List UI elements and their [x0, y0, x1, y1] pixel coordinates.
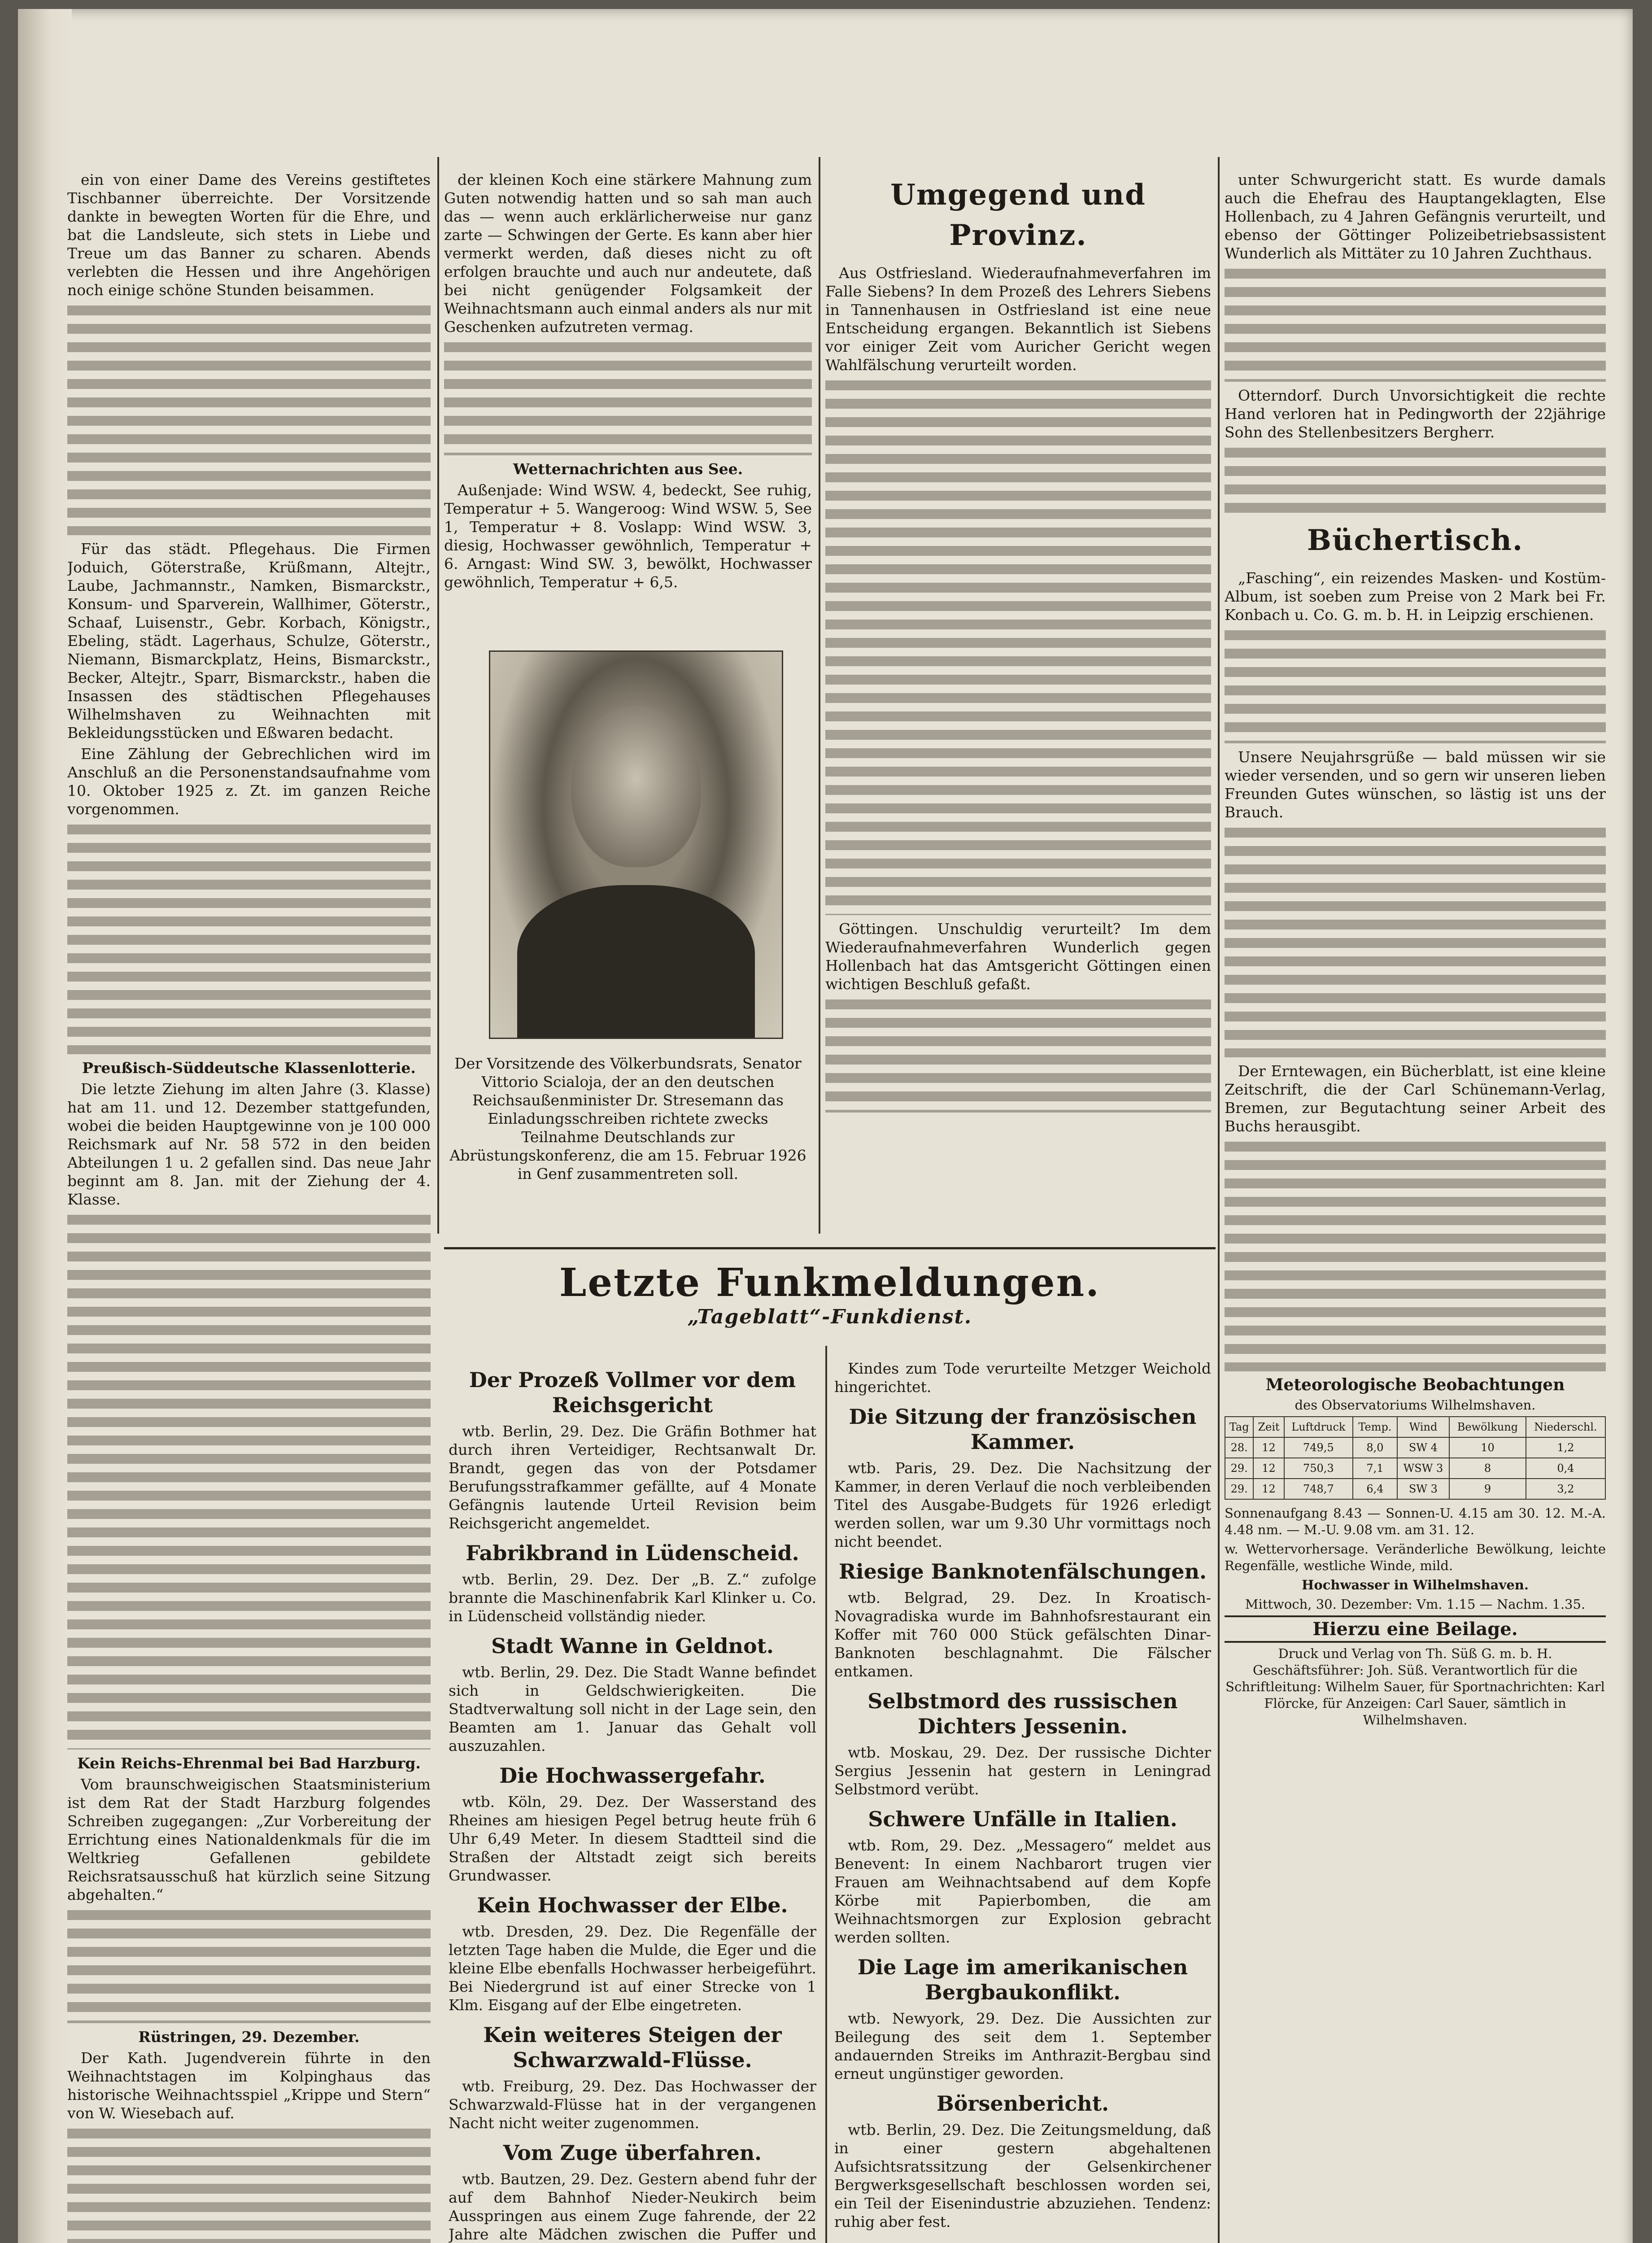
article-text: Der Erntewagen, ein Bücherblatt, ist eine kleine Zeitschrift, die der Carl Schünemann-Verlag, Bremen, zur Begutachtung seiner Arbeit des Buchs herausgibt. — [1225, 1062, 1606, 1135]
article-text: unter Schwurgericht statt. Es wurde damals auch die Ehefrau des Hauptangeklagten, Else Hollenbach, zu 4 Jahren Gefängnis verurteilt, und ebenso der Göttinger Polizeibetriebsassistent Wunderlich als Mittäter zu 10 Jahren Zuchthaus. — [1225, 171, 1606, 262]
column-rule — [825, 1346, 827, 2243]
table-row — [1225, 1479, 1605, 1499]
text-block — [825, 377, 1211, 915]
section-title: Umgegend und Provinz. — [890, 178, 1146, 252]
article-text: Außenjade: Wind WSW. 4, bedeckt, See ruhig, Temperatur + 5. Wangeroog: Wind WSW. 5, See 1, Temperatur + 8. Voslapp: Wind WSW. 3, diesig, Hochwasser gewöhnlich, Temperatur + 6. Arngast: Wind SW. 3, bewölkt, Hochwasser gewöhnlich, Temperatur + 6,5. — [444, 481, 812, 591]
text-block — [1225, 824, 1606, 1057]
article-text: der kleinen Koch eine stärkere Mahnung zum Guten notwendig hatten und so sah man auch das — wenn auch erklärlicherweise nur ganz zarte — Schwingen der Gerte. Es kann aber hier vermerkt werden, daß dieses nicht zu oft erfolgen brauchte und auch nur andeutete, daß bei nicht genügender Folgsamkeit der Weihnachtsmann auch einmal anders als nur mit Geschenken aufzutreten vermag. — [444, 171, 812, 336]
text-block — [1225, 444, 1606, 516]
news-text: wtb. Berlin, 29. Dez. Der „B. Z.“ zufolge brannte die Maschinenfabrik Karl Klinker u. Co. in Lüdenscheid vollständig nieder. — [449, 1571, 816, 1625]
news-heading: Die Sitzung der französischen Kammer. — [849, 1405, 1197, 1454]
news-heading: Fabrikbrand in Lüdenscheid. — [466, 1541, 799, 1565]
news-text: wtb. Rom, 29. Dez. „Messagero“ meldet aus Benevent: In einem Nachbarort trugen vier Frauen am Weihnachtsabend auf dem Kopfe Körbe mit Papierbomben, die am Weihnachtsmorgen zur Explosion gebracht werden sollten. — [834, 1837, 1211, 1946]
table-cell: SW 4 — [1397, 1437, 1449, 1458]
text-block — [67, 821, 431, 1054]
table-cell: 29. — [1225, 1458, 1253, 1479]
table-cell: 8 — [1449, 1458, 1526, 1479]
news-heading: Selbstmord des russischen Dichters Jessenin. — [867, 1689, 1178, 1738]
table-cell: 12 — [1253, 1437, 1284, 1458]
article-heading: Preußisch-Süddeutsche Klassenlotterie. — [82, 1059, 416, 1077]
table-cell: 3,2 — [1526, 1479, 1605, 1499]
article-text: Der Kath. Jugendverein führte in den Weihnachtstagen im Kolpinghaus das historische Weihnachtsspiel „Krippe und Stern“ von W. Wiesebach auf. — [67, 2049, 431, 2122]
table-cell: 12 — [1253, 1458, 1284, 1479]
news-heading: Kein Hochwasser der Elbe. — [477, 1893, 788, 1917]
column-4 — [1225, 170, 1606, 1731]
news-text: Kindes zum Tode verurteilte Metzger Weichold hingerichtet. — [834, 1360, 1211, 1396]
table-cell: 29. — [1225, 1479, 1253, 1499]
column-1 — [67, 170, 431, 2243]
section-title: Büchertisch. — [1307, 524, 1524, 557]
news-heading: Die Hochwassergefahr. — [499, 1763, 766, 1788]
news-text: wtb. Belgrad, 29. Dez. In Kroatisch-Novagradiska wurde im Bahnhofsrestaurant ein Koffer mit 760 000 Stück gefälschten Dinar-Banknoten beschlagnahmt. Die Fälscher entkamen. — [834, 1589, 1211, 1680]
table-header-cell: Wind — [1397, 1417, 1449, 1437]
column-rule — [819, 157, 820, 1234]
text-block — [67, 302, 431, 535]
section-rule — [444, 1247, 1216, 1249]
news-text: wtb. Freiburg, 29. Dez. Das Hochwasser der Schwarzwald-Flüsse hat in der vergangenen Nacht nicht weiter zugenommen. — [449, 2077, 816, 2132]
table-cell: 10 — [1449, 1437, 1526, 1458]
weather-forecast: w. Wettervorhersage. Veränderliche Bewölkung, leichte Regenfälle, westliche Winde, mild. — [1225, 1541, 1606, 1573]
news-text: wtb. Bautzen, 29. Dez. Gestern abend fuhr der auf dem Bahnhof Nieder-Neukirch beim Ausspringen aus einem Zuge fahrende, der 22 Jahre alte Mädchen zwischen die Puffer und — [449, 2170, 816, 2243]
news-text: wtb. Köln, 29. Dez. Der Wasserstand des Rheines am hiesigen Pegel betrug heute früh 6 Uhr 6,49 Meter. In diesem Stadtteil sind die Straßen der Altstadt zeigt sich bereits Grundwasser. — [449, 1793, 816, 1884]
article-text: Vom braunschweigischen Staatsministerium ist dem Rat der Stadt Harzburg folgendes Schreiben zugegangen: „Zur Vorbereitung der Errichtung eines Nationaldenkmals für die im Weltkrieg Gefallenen gebildete Reichsratsausschuß hat kürzlich seine Sitzung abgehalten.“ — [67, 1776, 431, 1903]
text-block — [67, 1211, 431, 1750]
table-cell: 749,5 — [1284, 1437, 1353, 1458]
article-text: Die letzte Ziehung im alten Jahre (3. Klasse) hat am 11. und 12. Dezember stattgefunden, wobei die beiden Hauptgewinne von je 100 000 Reichsmark auf Nr. 58 572 in den beiden Abteilungen 1 u. 2 gefallen sind. Das neue Jahr beginnt am 8. Jan. mit der Ziehung der 4. Klasse. — [67, 1080, 431, 1208]
table-header-cell: Temp. — [1353, 1417, 1397, 1437]
tide-times: Mittwoch, 30. Dezember: Vm. 1.15 — Nachm. 1.35. — [1245, 1597, 1586, 1612]
news-text: wtb. Berlin, 29. Dez. Die Zeitungsmeldung, daß in einer gestern abgehaltenen Aufsichtsratssitzung der Gelsenkirchener Bergwerksgesellschaft beschlossen worden sei, ein Teil der Eisenindustrie abzuziehen. Tendenz: ruhig aber fest. — [834, 2121, 1211, 2230]
table-cell: 12 — [1253, 1479, 1284, 1499]
article-text: Göttingen. Unschuldig verurteilt? Im dem Wiederaufnahmeverfahren Wunderlich gegen Hollenbach hat das Amtsgericht Göttingen einen wichtigen Beschluß gefaßt. — [825, 920, 1211, 993]
column-rule — [1218, 157, 1220, 2243]
article-text: ein von einer Dame des Vereins gestiftetes Tischbanner überreichte. Der Vorsitzende dankte in bewegten Worten für die Ehre, und bat die Landsleute, sich stets in Liebe und Treue um das Banner zu scharen. Abends verlebten die Hessen und ihre Angehörigen noch einige schöne Stunden beisammen. — [67, 171, 431, 299]
text-block — [1225, 265, 1606, 382]
table-header-cell: Tag — [1225, 1417, 1253, 1437]
table-header-cell: Bewölkung — [1449, 1417, 1526, 1437]
table-cell: 28. — [1225, 1437, 1253, 1458]
table-cell: 1,2 — [1526, 1437, 1605, 1458]
article-text: Unsere Neujahrsgrüße — bald müssen wir sie wieder versenden, und so gern wir unseren lieben Freunden Gutes wünschen, so lästig ist uns der Brauch. — [1225, 748, 1606, 821]
news-text: wtb. Berlin, 29. Dez. Die Gräfin Bothmer hat durch ihren Verteidiger, Rechtsanwalt Dr. Brandt, gegen das von der Potsdamer Berufungsstrafkammer gefällte, auf 4 Monate Gefängnis lautende Urteil Revision beim Reichsgericht angemeldet. — [449, 1423, 816, 1532]
table-header-cell: Zeit — [1253, 1417, 1284, 1437]
news-heading: Schwere Unfälle in Italien. — [868, 1807, 1177, 1831]
table-cell: 750,3 — [1284, 1458, 1353, 1479]
funk-header — [449, 1261, 1211, 1328]
news-heading: Kein weiteres Steigen der Schwarzwald-Flüsse. — [483, 2023, 782, 2072]
text-block — [444, 339, 812, 455]
table-cell: 0,4 — [1526, 1458, 1605, 1479]
dateline: Rüstringen, 29. Dezember. — [138, 2028, 360, 2046]
news-heading: Riesige Banknotenfälschungen. — [838, 1559, 1207, 1584]
table-cell: 7,1 — [1353, 1458, 1397, 1479]
table-cell: 8,0 — [1353, 1437, 1397, 1458]
news-heading: Stadt Wanne in Geldnot. — [491, 1634, 774, 1658]
news-text: wtb. Moskau, 29. Dez. Der russische Dichter Sergius Jessenin hat gestern in Leningrad Selbstmord verübt. — [834, 1744, 1211, 1798]
news-text: wtb. Paris, 29. Dez. Die Nachsitzung der Kammer, in deren Verlauf die noch verbleibenden Titel des Ausgabe-Budgets für 1926 erledigt werden sollen, war um 9.30 Uhr vormittags noch nicht beendet. — [834, 1459, 1211, 1550]
funk-right-column — [834, 1359, 1211, 2243]
news-heading: Die Lage im amerikanischen Bergbaukonflikt. — [857, 1955, 1188, 2004]
column-2 — [444, 170, 812, 637]
text-block — [67, 1907, 431, 2023]
article-text: Otterndorf. Durch Unvorsichtigkeit die rechte Hand verloren hat in Pedingworth der 22jährige Sohn des Stellenbesitzers Bergherr. — [1225, 387, 1606, 441]
article-text: Aus Ostfriesland. Wiederaufnahmeverfahren im Falle Siebens? In dem Prozeß des Lehrers Siebens in Tannenhausen in Ostfriesland ist eine neue Entscheidung ergangen. Bekanntlich ist Siebens vor einiger Zeit vom Auricher Gericht wegen Wahlfälschung verurteilt worden. — [825, 264, 1211, 374]
table-header-cell: Luftdruck — [1284, 1417, 1353, 1437]
text-block — [825, 996, 1211, 1113]
article-heading: Kein Reichs-Ehrenmal bei Bad Harzburg. — [77, 1754, 421, 1772]
article-text: Eine Zählung der Gebrechlichen wird im Anschluß an die Personenstandsaufnahme vom 10. Oktober 1925 z. Zt. im ganzen Reiche vorgenommen. — [67, 745, 431, 818]
sun-moon-times: Sonnenaufgang 8.43 — Sonnen-U. 4.15 am 30. 12. M.-A. 4.48 nm. — M.-U. 9.08 vm. am 31. 12. — [1225, 1506, 1606, 1537]
met-subtitle: des Observatoriums Wilhelmshaven. — [1295, 1397, 1536, 1413]
newspaper-page — [18, 9, 1633, 2243]
article-text: „Fasching“, ein reizendes Masken- und Kostüm-Album, ist soeben zum Preise von 2 Mark bei Fr. Konbach u. Co. G. m. b. H. in Leipzig erschienen. — [1225, 569, 1606, 624]
text-block — [67, 2125, 431, 2243]
table-cell: WSW 3 — [1397, 1458, 1449, 1479]
table-cell: 6,4 — [1353, 1479, 1397, 1499]
table-cell: 748,7 — [1284, 1479, 1353, 1499]
table-cell: 9 — [1449, 1479, 1526, 1499]
news-text: wtb. Dresden, 29. Dez. Die Regenfälle der letzten Tage haben die Mulde, die Eger und die kleine Elbe ebenfalls Hochwasser herbeigeführt. Bei Niedergrund ist auf einer Strecke von 1 Klm. Eisgang auf der Elbe eingetreten. — [449, 1923, 816, 2014]
table-header-cell: Niederschl. — [1526, 1417, 1605, 1437]
funk-left-column — [449, 1359, 816, 2243]
imprint: Druck und Verlag von Th. Süß G. m. b. H. Geschäftsführer: Joh. Süß. Verantwortlich für die Schriftleitung: Wilhelm Sauer, für Sportnachrichten: Karl Flörcke, für Anzeigen: Carl Sauer, sämtlich in Wilhelmshaven. — [1225, 1646, 1605, 1728]
portrait-coat — [517, 885, 755, 1038]
portrait-photo — [489, 650, 783, 1039]
article-text: Für das städt. Pflegehaus. Die Firmen Joduich, Göterstraße, Krüßmann, Altejtr., Laube, Jachmannstr., Namken, Bismarckstr., Konsum- und Sparverein, Wallhimer, Göterstr., Schaaf, Luisenstr., Gebr. Korbach, Königstr., Ebeling, städt. Lagerhaus, Schulze, Göterstr., Niemann, Bismarckplatz, Heins, Bismarckstr., Becker, Altejtr., Sparr, Bismarckstr., haben die Insassen des städtischen Pflegehauses Wilhelmshaven zu Weihnachten mit Bekleidungsstücken und Eßwaren bedacht. — [67, 540, 431, 742]
table-cell: SW 3 — [1397, 1479, 1449, 1499]
table-row — [1225, 1458, 1605, 1479]
page-fold-shadow — [18, 9, 72, 2243]
funk-subtitle: „Tageblatt“-Funkdienst. — [687, 1305, 972, 1328]
table-row — [1225, 1437, 1605, 1458]
news-text: wtb. Newyork, 29. Dez. Die Aussichten zur Beilegung des seit dem 1. September andauernden Streiks im Anthrazit-Bergbau sind erneut ungünstiger geworden. — [834, 2010, 1211, 2082]
supplement-notice: Hierzu eine Beilage. — [1225, 1615, 1606, 1643]
tide-heading: Hochwasser in Wilhelmshaven. — [1302, 1577, 1529, 1593]
met-title: Meteorologische Beobachtungen — [1265, 1375, 1565, 1394]
table-header-row — [1225, 1417, 1605, 1437]
text-block — [1225, 627, 1606, 743]
article-heading: Wetternachrichten aus See. — [513, 460, 743, 478]
portrait-face — [571, 706, 701, 867]
news-text: wtb. Berlin, 29. Dez. Die Stadt Wanne befindet sich in Geldschwierigkeiten. Die Stadtverwaltung soll nicht in der Lage sein, den Beamten am 1. Januar das Gehalt voll auszuzahlen. — [449, 1663, 816, 1754]
column-3 — [825, 170, 1211, 1238]
weather-table — [1225, 1416, 1606, 1500]
photo-caption: Der Vorsitzende des Völkerbundsrats, Senator Vittorio Scialoja, der an den deutschen Reichsaußenminister Dr. Stresemann das Einladungsschreiben richtete zwecks Teilnahme Deutschlands zur Abrüstungskonferenz, die am 15. Februar 1926 in Genf zusammentreten soll. — [449, 1055, 806, 1183]
text-block — [1225, 1138, 1606, 1371]
funk-title: Letzte Funkmeldungen. — [559, 1260, 1101, 1305]
news-heading: Vom Zuge überfahren. — [503, 2141, 762, 2165]
news-heading: Der Prozeß Vollmer vor dem Reichsgericht — [469, 1368, 796, 1417]
news-heading: Börsenbericht. — [936, 2091, 1109, 2116]
column-rule — [437, 157, 439, 1234]
